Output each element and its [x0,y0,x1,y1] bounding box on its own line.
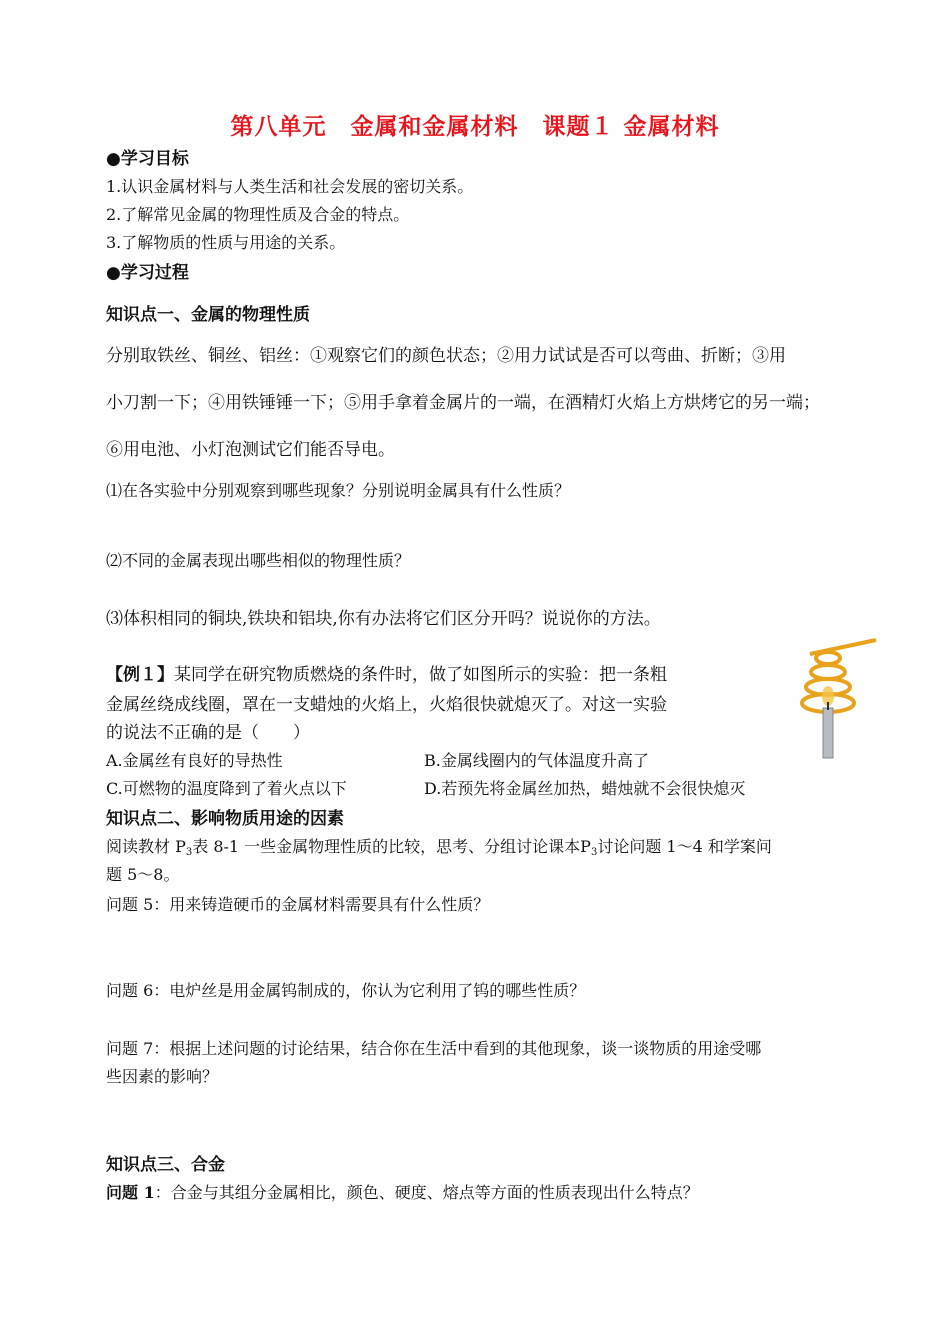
kp1-line-3: ⑥用电池、小灯泡测试它们能否导电。 [106,440,395,460]
goal-item-3: 3.了解物质的性质与用途的关系。 [106,233,346,252]
option-b: B.金属线圈内的气体温度升高了 [424,751,649,770]
kp3-heading: 知识点三、合金 [106,1155,225,1175]
kp2-page-sub-2: 3 [590,847,598,858]
coil-candle-illustration [790,636,880,766]
kp1-question-1: ⑴在各实验中分别观察到哪些现象？分别说明金属具有什么性质？ [106,481,571,500]
question-7-line-2: 些因素的影响？ [106,1067,219,1086]
kp1-line-2: 小刀割一下；④用铁锤锤一下；⑤用手拿着金属片的一端，在酒精灯火焰上方烘烤它的另一端； [106,393,820,413]
example-line-1 [106,660,667,685]
kp3-question-text: ：合金与其组分金属相比，颜色、硬度、熔点等方面的性质表现出什么特点？ [154,1183,699,1202]
example-line-3: 的说法不正确的是（ ） [106,723,310,743]
option-c: C.可燃物的温度降到了着火点以下 [106,779,347,798]
kp3-question-label: 问题 1 [106,1183,155,1202]
goals-heading: ●学习目标 [106,149,189,169]
kp1-question-3: ⑶体积相同的铜块,铁块和铝块,你有办法将它们区分开吗？说说你的方法。 [106,609,661,629]
example-label: 【例１】 [106,665,174,685]
kp3-question-1 [106,1180,699,1203]
kp2-reading-part-c: 讨论问题 1～4 和学案问 [597,837,772,856]
kp1-heading: 知识点一、金属的物理性质 [106,305,310,325]
kp2-reading-line-1 [106,834,772,858]
option-d: D.若预先将金属丝加热，蜡烛就不会很快熄灭 [424,779,746,798]
goal-item-2: 2.了解常见金属的物理性质及合金的特点。 [106,205,410,224]
example-line-2: 金属丝绕成线圈，罩在一支蜡烛的火焰上，火焰很快就熄灭了。对这一实验 [106,695,667,715]
kp2-reading-line-2: 题 5～8。 [106,865,180,884]
kp1-question-2: ⑵不同的金属表现出哪些相似的物理性质？ [106,551,411,570]
kp2-reading-part-b: 表 8-1 一些金属物理性质的比较，思考、分组讨论课本P [192,837,591,856]
option-a: A.金属丝有良好的导热性 [106,751,283,770]
goal-item-1: 1.认识金属材料与人类生活和社会发展的密切关系。 [106,177,474,196]
kp2-page-sub-1: 3 [185,847,193,858]
kp1-line-1: 分别取铁丝、铜丝、铝丝：①观察它们的颜色状态；②用力试试是否可以弯曲、折断；③用 [106,346,786,366]
page-title: 第八单元 金属和金属材料 课题１ 金属材料 [230,114,720,140]
example-text-1: 某同学在研究物质燃烧的条件时，做了如图所示的实验：把一条粗 [174,665,667,685]
question-6: 问题 6：电炉丝是用金属钨制成的，你认为它利用了钨的哪些性质？ [106,981,586,1000]
kp2-heading: 知识点二、影响物质用途的因素 [106,809,344,829]
kp2-reading-part-a: 阅读教材 P [106,837,186,856]
process-heading: ●学习过程 [106,263,189,283]
question-7-line-1: 问题 7：根据上述问题的讨论结果，结合你在生活中看到的其他现象，谈一谈物质的用途受哪 [106,1039,762,1058]
question-5: 问题 5：用来铸造硬币的金属材料需要具有什么性质？ [106,895,490,914]
